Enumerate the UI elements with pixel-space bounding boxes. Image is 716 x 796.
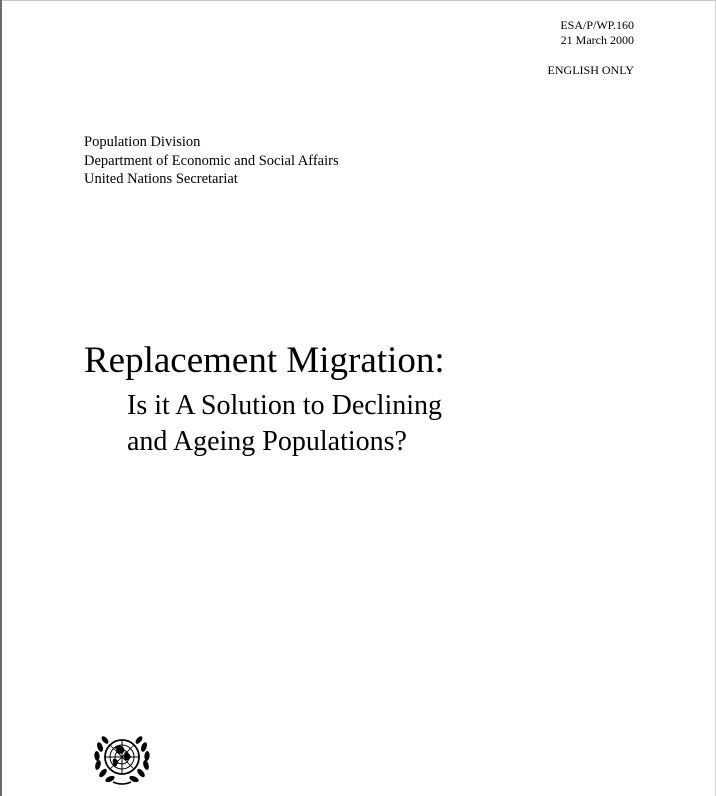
document-date: 21 March 2000 <box>560 33 634 47</box>
subtitle-line-2: and Ageing Populations? <box>127 426 407 457</box>
un-emblem-icon <box>91 729 153 787</box>
issuer-block <box>84 133 339 189</box>
issuer-secretariat: United Nations Secretariat <box>84 171 238 187</box>
page-top-edge <box>0 0 716 1</box>
distribution-note: ENGLISH ONLY <box>547 63 634 77</box>
document-symbol: ESA/P/WP.160 <box>560 18 634 32</box>
document-subtitle <box>127 388 442 460</box>
document-title: Replacement Migration: <box>84 340 445 381</box>
issuer-department: Department of Economic and Social Affairs <box>84 152 339 169</box>
subtitle-line-1: Is it A Solution to Declining <box>127 390 443 421</box>
issuer-division: Population Division <box>84 134 201 150</box>
document-symbol-block <box>560 18 634 48</box>
page-left-border <box>0 0 2 796</box>
